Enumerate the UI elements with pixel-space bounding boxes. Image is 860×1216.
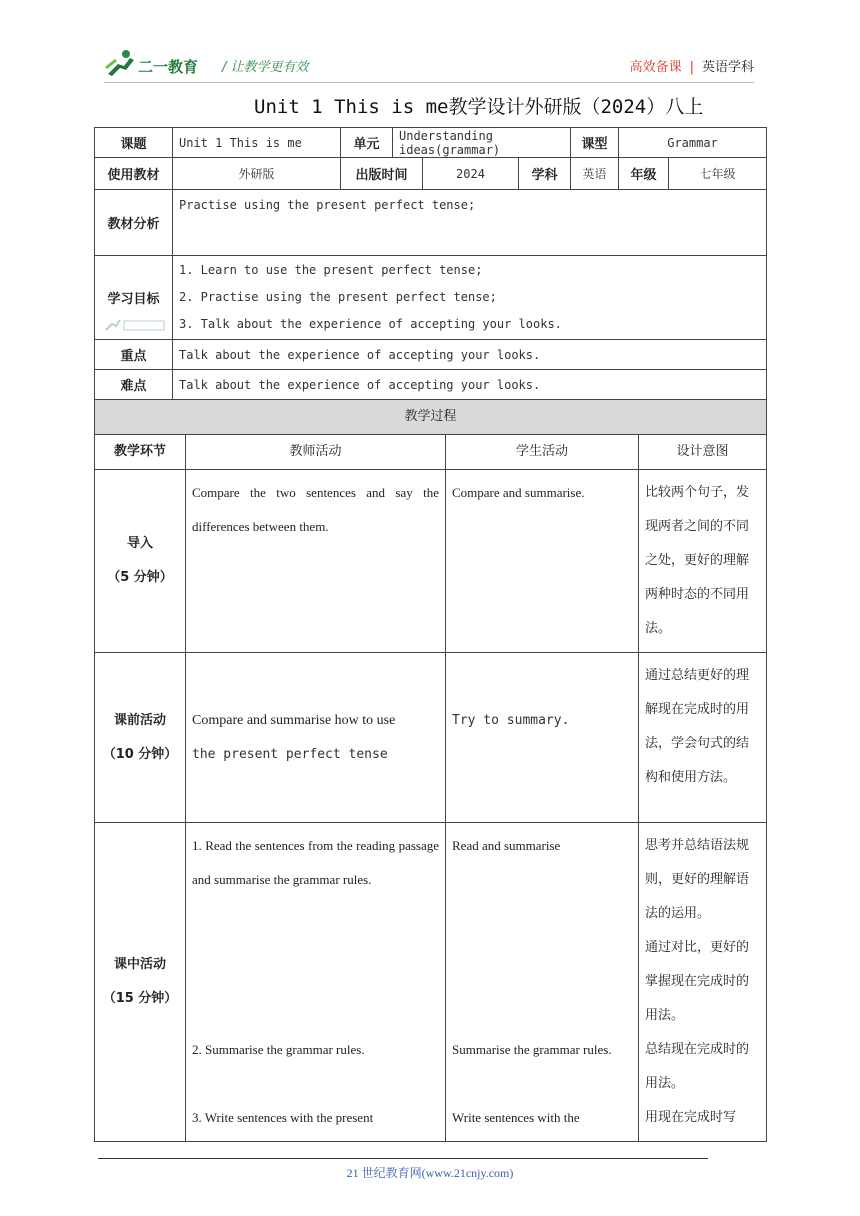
process-table	[94, 399, 767, 1142]
tag-efficient-prep: 高效备课	[629, 60, 682, 75]
unit-label: 单元	[341, 128, 393, 158]
runner-logo-icon	[104, 48, 138, 78]
pubtime-label: 出版时间	[341, 158, 423, 190]
teacher-activity	[186, 823, 446, 1142]
teacher-activity: Compare the two sentences and say the differences between them.	[186, 470, 446, 653]
stage-time: （5 分钟）	[107, 570, 173, 585]
process-heading: 教学过程	[95, 400, 767, 435]
intent-step-1b: 通过对比，更好的掌握现在完成时的用法。	[645, 940, 750, 1023]
teacher-activity	[186, 653, 446, 823]
stage-name: 课前活动	[113, 712, 166, 728]
goals-list	[173, 256, 767, 340]
stage-name: 课中活动	[113, 957, 166, 972]
table-row	[95, 653, 767, 823]
col-stage-header: 教学环节	[95, 435, 186, 470]
pubtime-value: 2024	[423, 158, 519, 190]
analysis-value: Practise using the present perfect tense;	[173, 190, 767, 256]
type-label: 课型	[571, 128, 619, 158]
intent-step-1: 思考并总结语法规则，更好的理解语法的运用。	[645, 838, 750, 921]
student-step-2: Summarise the grammar rules.	[452, 1042, 612, 1057]
stage-time: （15 分钟）	[102, 991, 178, 1006]
page-header	[104, 48, 754, 82]
subject-label: 学科	[519, 158, 571, 190]
grade-label: 年级	[619, 158, 669, 190]
teacher-step-3: 3. Write sentences with the present	[192, 1110, 374, 1125]
teacher-activity-line: the present perfect tense	[192, 746, 388, 762]
student-activity: Try to summary.	[446, 653, 639, 823]
info-table	[94, 127, 767, 400]
goal-item: 2. Practise using the present perfect tense;	[179, 290, 497, 304]
stage-cell	[95, 653, 186, 823]
key-point-value: Talk about the experience of accepting your looks.	[173, 340, 767, 370]
stage-name: 导入	[126, 536, 153, 551]
type-value: Grammar	[619, 128, 767, 158]
watermark-logo-icon	[104, 316, 166, 334]
document-title: Unit 1 This is me教学设计外研版（2024）八上	[254, 96, 704, 118]
header-divider	[104, 82, 754, 83]
col-intent-header: 设计意图	[639, 435, 767, 470]
difficult-point-label: 难点	[95, 370, 173, 400]
topic-value: Unit 1 This is me	[173, 128, 341, 158]
textbook-value: 外研版	[173, 158, 341, 190]
design-intent: 通过总结更好的理解现在完成时的用法，学会句式的结构和使用方法。	[639, 653, 767, 823]
grade-value: 七年级	[669, 158, 767, 190]
tag-separator: |	[689, 60, 694, 75]
stage-time: （10 分钟）	[102, 746, 178, 762]
analysis-label: 教材分析	[95, 190, 173, 256]
goal-item: 1. Learn to use the present perfect tense;	[179, 263, 483, 277]
intent-step-3: 用现在完成时写	[645, 1110, 737, 1125]
student-step-1: Read and summarise	[452, 838, 561, 853]
col-student-header: 学生活动	[446, 435, 639, 470]
col-teacher-header: 教师活动	[186, 435, 446, 470]
stage-cell	[95, 823, 186, 1142]
topic-label: 课题	[95, 128, 173, 158]
teacher-activity-line: Compare and summarise how to use	[192, 712, 396, 728]
subject-value: 英语	[571, 158, 619, 190]
slogan: / 让教学更有效	[222, 60, 309, 75]
header-tags	[630, 56, 754, 75]
design-intent: 比较两个句子，发现两者之间的不同之处，更好的理解两种时态的不同用法。	[639, 470, 767, 653]
student-activity: Compare and summarise.	[446, 470, 639, 653]
goals-label: 学习目标	[95, 256, 173, 340]
table-row	[95, 470, 767, 653]
footer-divider	[98, 1158, 708, 1159]
difficult-point-value: Talk about the experience of accepting your looks.	[173, 370, 767, 400]
tag-subject: 英语学科	[701, 60, 754, 75]
goal-item: 3. Talk about the experience of accepting your looks.	[179, 317, 562, 331]
student-activity	[446, 823, 639, 1142]
table-row	[95, 823, 767, 1142]
key-point-label: 重点	[95, 340, 173, 370]
logo-text: 二一教育	[138, 58, 199, 76]
unit-value: Understanding ideas(grammar)	[393, 128, 571, 158]
stage-cell	[95, 470, 186, 653]
logo	[104, 48, 214, 80]
intent-step-2: 总结现在完成时的用法。	[645, 1042, 750, 1091]
design-intent	[639, 823, 767, 1142]
student-step-3: Write sentences with the	[452, 1110, 580, 1125]
footer-link[interactable]: 21 世纪教育网(www.21cnjy.com)	[346, 1166, 514, 1180]
teacher-step-1: 1. Read the sentences from the reading passage and summarise the grammar rules.	[192, 838, 439, 887]
teacher-step-2: 2. Summarise the grammar rules.	[192, 1042, 365, 1057]
textbook-label: 使用教材	[95, 158, 173, 190]
